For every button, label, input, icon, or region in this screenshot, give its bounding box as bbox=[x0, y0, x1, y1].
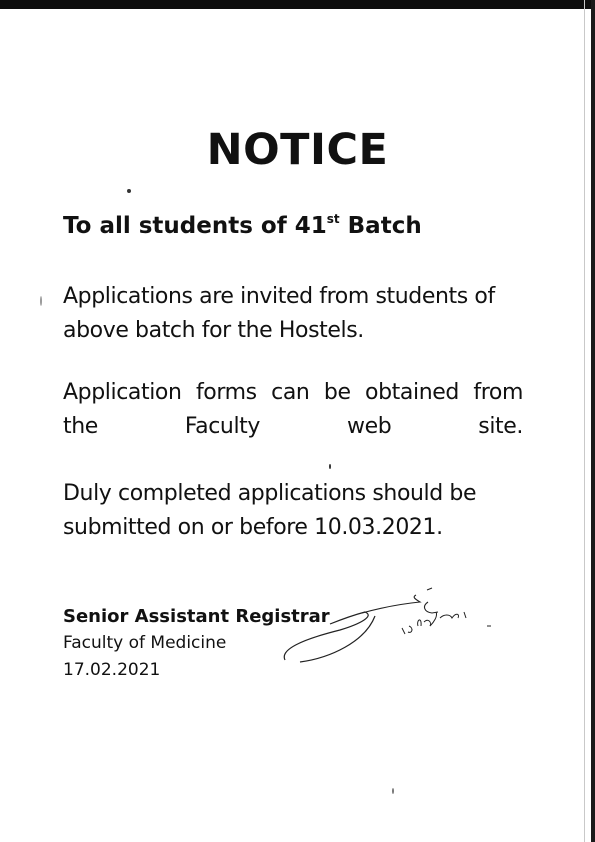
scan-speck bbox=[329, 464, 331, 469]
scan-speck bbox=[127, 189, 131, 193]
heading-superscript: st bbox=[326, 212, 340, 226]
handwritten-signature bbox=[280, 582, 520, 672]
notice-title: NOTICE bbox=[206, 125, 389, 175]
paragraph-submission-deadline: Duly completed applications should be submitted on or before 10.03.2021. bbox=[63, 481, 477, 540]
heading-suffix: Batch bbox=[339, 213, 422, 239]
heading-text: To all students of 41 bbox=[63, 213, 327, 239]
paragraph-application-forms: Application forms can be obtained from the Faculty web site. bbox=[63, 380, 523, 439]
signatory-department: Faculty of Medicine bbox=[63, 633, 227, 653]
notice-heading bbox=[63, 208, 422, 244]
scan-speck bbox=[392, 788, 394, 794]
signatory-title: Senior Assistant Registrar bbox=[63, 606, 330, 627]
scan-speck bbox=[40, 296, 42, 306]
signatory-date: 17.02.2021 bbox=[63, 660, 161, 680]
paragraph-hostel-applications: Applications are invited from students of above batch for the Hostels. bbox=[63, 284, 495, 343]
scan-top-edge bbox=[0, 0, 595, 9]
